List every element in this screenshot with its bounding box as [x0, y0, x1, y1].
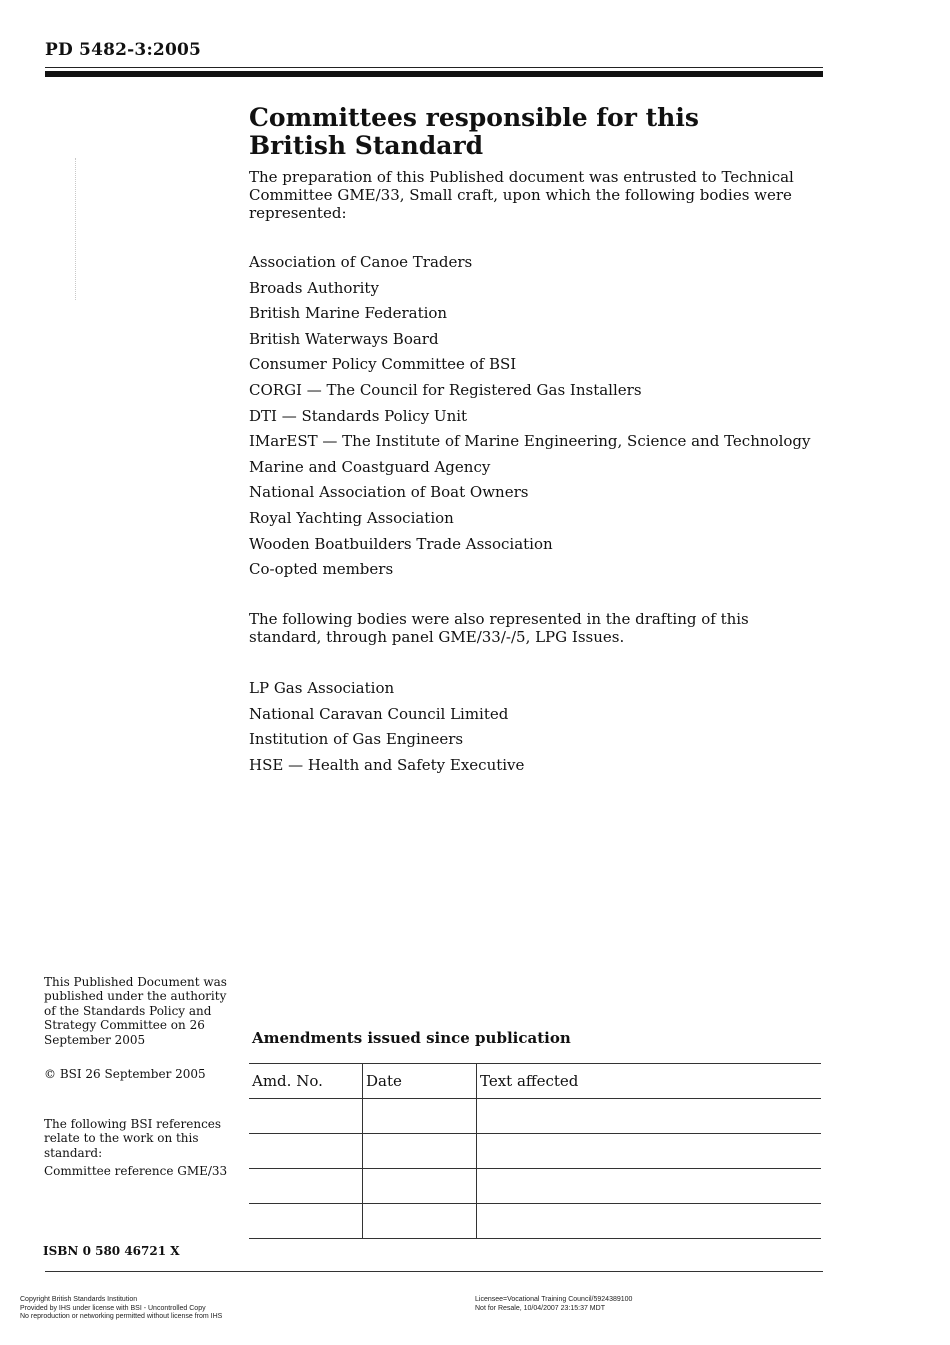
- footer-line: Provided by IHS under license with BSI - Uncontrolled Copy: [20, 1304, 206, 1312]
- page-title-line-2: British Standard: [249, 131, 484, 160]
- table-row: [249, 1204, 821, 1239]
- list-item: Institution of Gas Engineers: [249, 730, 464, 749]
- table-cell: [477, 1099, 822, 1134]
- table-header-row: [249, 1064, 821, 1099]
- footer-line: No reproduction or networking permitted without license from IHS: [20, 1313, 223, 1321]
- table-cell: [249, 1204, 363, 1239]
- list-item: Consumer Policy Committee of BSI: [249, 355, 517, 374]
- table-cell: [477, 1204, 822, 1239]
- panel-intro-paragraph: The following bodies were also represented in the drafting of this standard, through panel GME/33/-/5, LPG Issues.: [249, 610, 749, 646]
- list-item: National Association of Boat Owners: [249, 483, 529, 502]
- list-item: LP Gas Association: [249, 679, 395, 697]
- page-title-line-1: Committees responsible for this: [249, 103, 699, 132]
- footer-license-right: [475, 1296, 632, 1313]
- column-header-amd-no: Amd. No.: [249, 1064, 363, 1099]
- footer-line: Licensee=Vocational Training Council/5924389100: [475, 1296, 633, 1303]
- footer-line: Not for Resale, 10/04/2007 23:15:37 MDT: [475, 1304, 605, 1312]
- amendments-table: [249, 1063, 821, 1239]
- table-cell: [363, 1204, 477, 1239]
- header-rule-thin: [45, 67, 823, 68]
- panel-member-list: [249, 676, 524, 778]
- footer-license-left: [20, 1296, 222, 1322]
- list-item: DTI — Standards Policy Unit: [249, 406, 468, 425]
- table-cell: [477, 1169, 822, 1204]
- committee-member-list: [249, 250, 810, 583]
- margin-marks: [75, 158, 79, 300]
- footer-line: Copyright British Standards Institution: [20, 1296, 138, 1303]
- table-cell: [249, 1099, 363, 1134]
- list-item: British Waterways Board: [249, 329, 439, 348]
- list-item: British Marine Federation: [249, 304, 448, 323]
- footer-rule: [45, 1271, 823, 1272]
- copyright-note: © BSI 26 September 2005: [44, 1067, 206, 1081]
- table-cell: [249, 1169, 363, 1204]
- intro-paragraph: The preparation of this Published document was entrusted to Technical Committee GME/33, Small craft, upon which the following bodies were represented:: [249, 168, 794, 222]
- list-item: Wooden Boatbuilders Trade Association: [249, 534, 553, 553]
- table-cell: [363, 1169, 477, 1204]
- list-item: Royal Yachting Association: [249, 508, 454, 527]
- list-item: HSE — Health and Safety Executive: [249, 755, 525, 774]
- table-cell: [249, 1134, 363, 1169]
- committee-reference: Committee reference GME/33: [44, 1164, 228, 1178]
- table-row: [249, 1099, 821, 1134]
- table-row: [249, 1169, 821, 1204]
- list-item: Marine and Coastguard Agency: [249, 457, 491, 476]
- document-id: PD 5482-3:2005: [45, 40, 202, 60]
- amendments-title: Amendments issued since publication: [252, 1029, 571, 1047]
- list-item: Association of Canoe Traders: [249, 253, 473, 271]
- table-cell: [363, 1099, 477, 1134]
- table-row: [249, 1134, 821, 1169]
- table-cell: [363, 1134, 477, 1169]
- list-item: IMarEST — The Institute of Marine Engineering, Science and Technology: [249, 432, 811, 451]
- isbn: ISBN 0 580 46721 X: [43, 1244, 180, 1258]
- references-note: The following BSI references relate to the work on this standard:: [44, 1117, 222, 1160]
- column-header-date: Date: [363, 1064, 477, 1099]
- list-item: CORGI — The Council for Registered Gas Installers: [249, 380, 642, 399]
- list-item: National Caravan Council Limited: [249, 704, 509, 723]
- table-cell: [477, 1134, 822, 1169]
- header-rule-thick: [45, 71, 823, 77]
- list-item: Broads Authority: [249, 278, 379, 297]
- list-item: Co-opted members: [249, 560, 394, 579]
- column-header-text-affected: Text affected: [477, 1064, 822, 1099]
- publication-note: This Published Document was published under the authority of the Standards Policy and Strategy Committee on 26 September 2005: [44, 975, 227, 1047]
- page-title: [249, 104, 809, 160]
